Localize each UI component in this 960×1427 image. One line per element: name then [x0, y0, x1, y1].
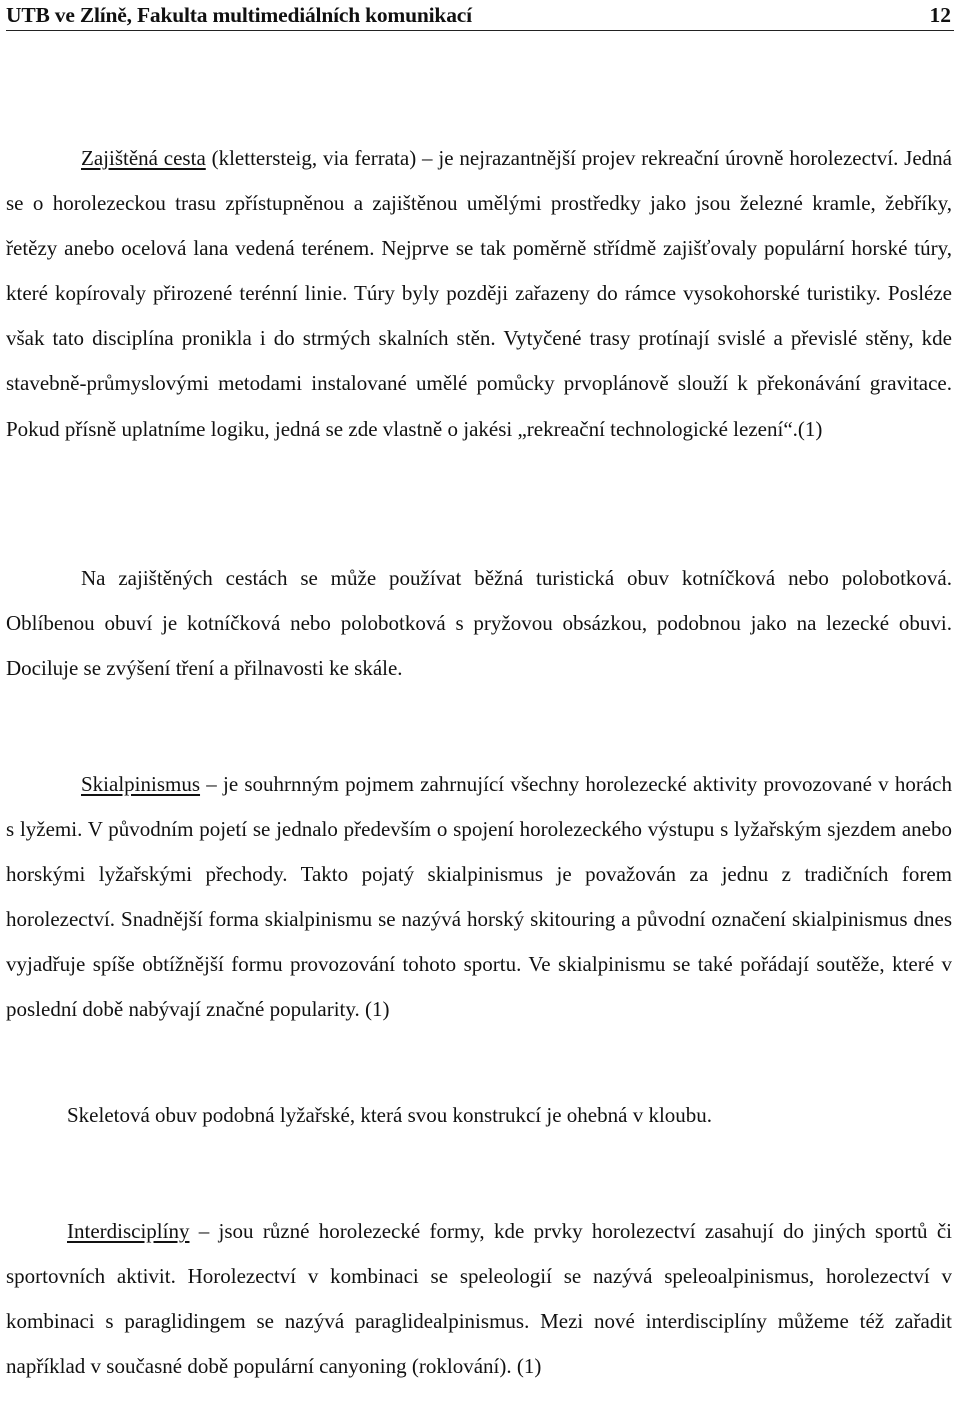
page-number: 12 [929, 3, 951, 27]
paragraph-text: – je souhrnným pojmem zahrnující všechny horolezecké aktivity provozované v horách s lyžemi. V původním pojetí se jednalo především o spojení horolezeckého výstupu s lyžařským sjezdem anebo horskými lyžařskými přechody. Takto pojatý skialpinismus je považován za jednu z tradičních forem horolezectví. Snadnější forma skialpinismu se nazývá horský skitouring a původní označení skialpinismus dnes vyjadřuje spíše obtížnější formu provozování tohoto sportu. Ve skialpinismu se také pořádají soutěže, které v poslední době nabývají značné popularity. (1) [6, 772, 952, 1022]
paragraph-skeletova-obuv [6, 1093, 952, 1138]
paragraph-text: – jsou různé horolezecké formy, kde prvky horolezectví zasahují do jiných sportů či sportovních aktivit. Horolezectví v kombinaci se speleologií se nazývá speleoalpinismus, horolezectví v kombinaci s paraglidingem se nazývá paraglidealpinismus. Mezi nové interdisciplíny můžeme též zařadit například v současné době populární canyoning (roklování). (1) [6, 1219, 952, 1379]
paragraph-zajistena-cesta [6, 136, 952, 452]
paragraph-text: Na zajištěných cestách se může používat běžná turistická obuv kotníčková nebo polobotková. Oblíbenou obuví je kotníčková nebo polobotková s pryžovou obsázkou, podobnou jako na lezecké obuvi. Dociluje se zvýšení tření a přilnavosti ke skále. [6, 566, 952, 681]
page-header [6, 0, 954, 31]
term-skialpinismus: Skialpinismus [81, 772, 201, 796]
header-title: UTB ve Zlíně, Fakulta multimediálních komunikací [6, 3, 472, 27]
term-interdiscipliny: Interdisciplíny [67, 1219, 190, 1243]
paragraph-skialpinismus [6, 762, 952, 1033]
paragraph-text: (klettersteig, via ferrata) – je nejrazantnější projev rekreační úrovně horolezectví. Jedná se o horolezeckou trasu zpřístupněnou a zajištěnou umělými prostředky jako jsou železné kramle, žebříky, řetězy anebo ocelová lana vedená terénem. Nejprve se tak poměrně střídmě zajišťovaly populární horské túry, které kopírovaly přirozené terénní linie. Túry byly později zařazeny do rámce vysokohorské turistiky. Posléze však tato disciplína pronikla i do strmých skalních stěn. Vytyčené trasy protínají svislé a převislé stěny, kde stavebně-průmyslovými metodami instalované umělé pomůcky prvoplánově slouží k překonávání gravitace. Pokud přísně uplatníme logiku, jedná se zde vlastně o jakési „rekreační technologické lezení“.(1) [6, 146, 952, 441]
paragraph-interdiscipliny [6, 1209, 952, 1389]
paragraph-text: Skeletová obuv podobná lyžařské, která svou konstrukcí je ohebná v kloubu. [67, 1103, 713, 1127]
paragraph-obuv-zajistene-cesty [6, 556, 952, 691]
term-zajistena-cesta: Zajištěná cesta [81, 146, 206, 170]
